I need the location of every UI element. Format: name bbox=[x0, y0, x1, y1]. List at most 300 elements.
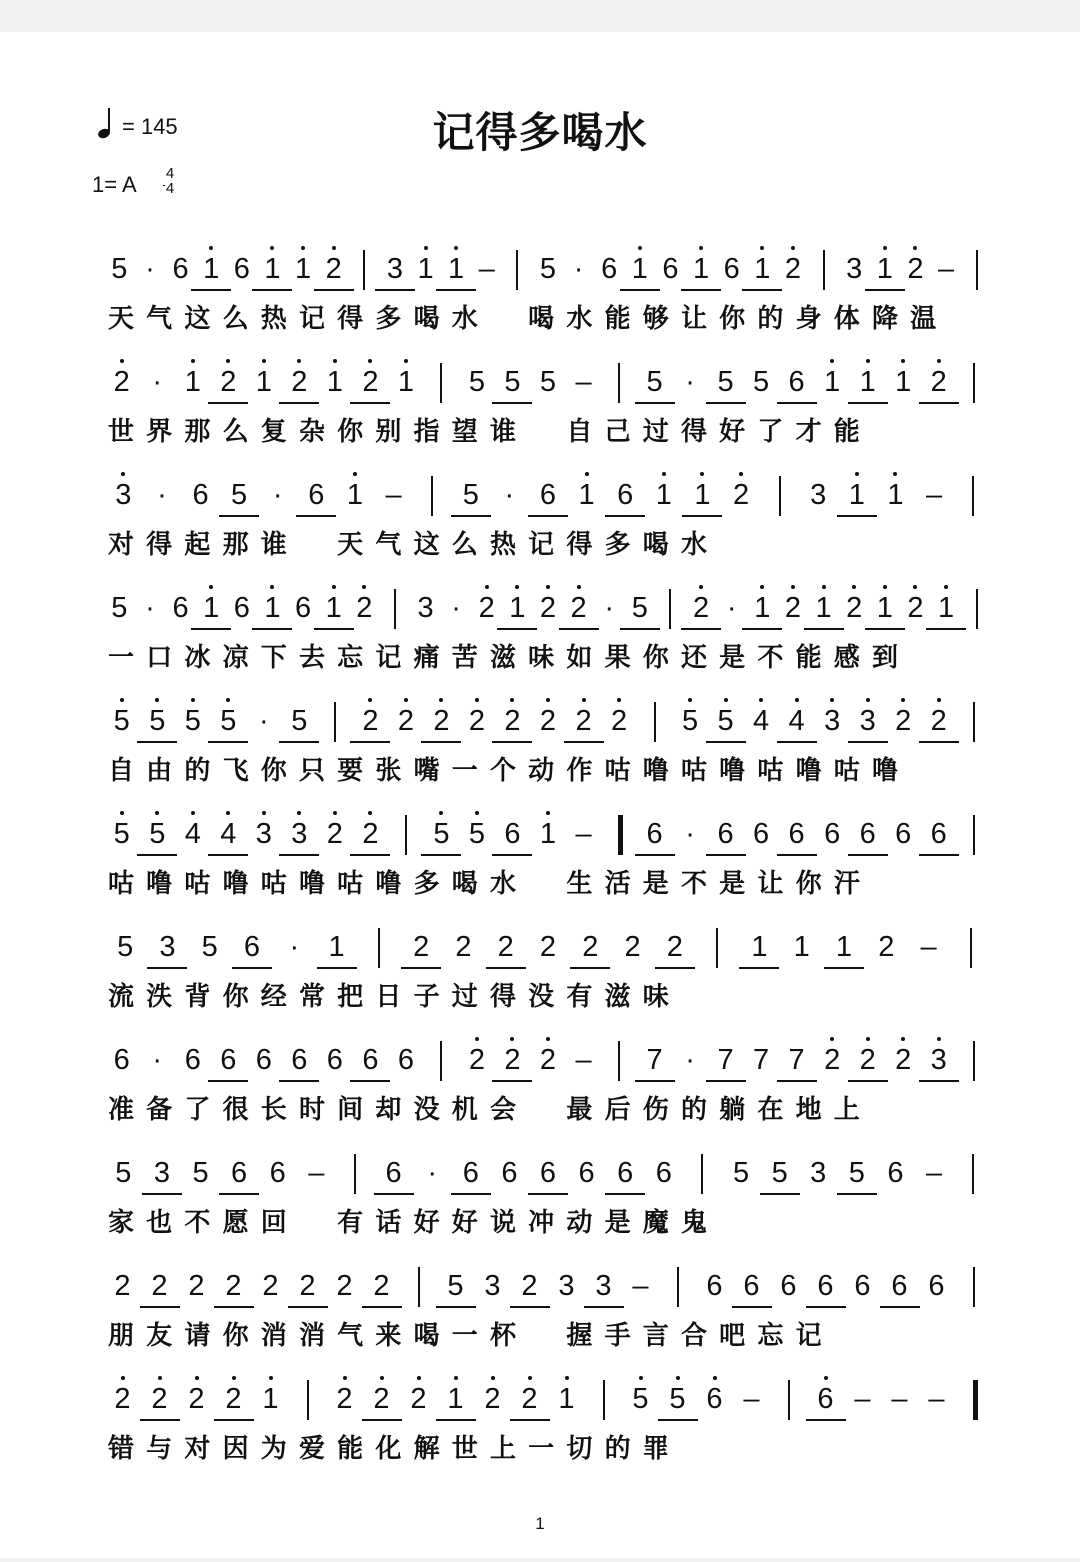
time-signature bbox=[163, 166, 177, 196]
time-signature-top: 4 bbox=[165, 165, 175, 182]
tempo-label: = 145 bbox=[122, 114, 178, 139]
lyric-char: 有 bbox=[337, 1208, 364, 1238]
note: 2 bbox=[841, 593, 867, 623]
octave-dot bbox=[901, 1037, 905, 1041]
lyric-char: 你 bbox=[642, 643, 669, 673]
beam-underline bbox=[140, 1419, 180, 1421]
note: 3 bbox=[159, 931, 176, 963]
lyric-char: 噜 bbox=[871, 756, 898, 786]
lyric-char: 没 bbox=[528, 982, 555, 1012]
note: 1 bbox=[933, 593, 959, 623]
note: 2 bbox=[114, 1270, 131, 1302]
lyric-line bbox=[104, 528, 1004, 568]
octave-dot bbox=[380, 1376, 384, 1380]
lyric-char: 起 bbox=[184, 530, 211, 560]
beam-underline bbox=[559, 628, 599, 630]
octave-dot bbox=[195, 1376, 199, 1380]
lyric-char: 杯 bbox=[489, 1321, 516, 1351]
lyric-char: 喝 bbox=[642, 530, 669, 560]
octave-dot bbox=[510, 698, 514, 702]
lyric-char: 界 bbox=[146, 417, 173, 447]
octave-dot bbox=[353, 472, 357, 476]
lyric-char: 好 bbox=[413, 1208, 440, 1238]
lyric-char: 切 bbox=[566, 1434, 593, 1464]
lyric-char: 会 bbox=[489, 1095, 516, 1125]
beam-underline bbox=[706, 1080, 746, 1082]
sustain-dash: – bbox=[928, 1383, 945, 1415]
note: 2 bbox=[497, 931, 514, 963]
note: 6 bbox=[780, 1270, 797, 1302]
octave-dot bbox=[713, 1376, 717, 1380]
note: 2 bbox=[428, 706, 454, 736]
note: 3 bbox=[286, 819, 312, 849]
lyric-char: 友 bbox=[146, 1321, 173, 1351]
lyric-char: 温 bbox=[910, 304, 937, 334]
note: 5 bbox=[628, 1384, 654, 1414]
lyric-char: 多 bbox=[375, 304, 402, 334]
octave-dot bbox=[883, 246, 887, 250]
note: 1 bbox=[749, 254, 775, 284]
note: 2 bbox=[406, 1384, 432, 1414]
note: 3 bbox=[819, 706, 845, 736]
beam-underline bbox=[279, 1080, 319, 1082]
lyric-char: 回 bbox=[260, 1208, 287, 1238]
note: 6 bbox=[854, 1270, 871, 1302]
note: 5 bbox=[144, 819, 170, 849]
bar-line bbox=[378, 928, 380, 968]
lyric-char: 得 bbox=[566, 530, 593, 560]
bar-line bbox=[973, 1041, 975, 1081]
lyric-char: 上 bbox=[489, 1434, 516, 1464]
dotted-mark: · bbox=[272, 479, 283, 511]
beam-underline bbox=[350, 854, 390, 856]
note: 4 bbox=[180, 819, 206, 849]
dotted-mark: · bbox=[145, 253, 155, 285]
lyric-char: 谁 bbox=[260, 530, 287, 560]
dotted-mark: · bbox=[685, 818, 695, 850]
note: 1 bbox=[198, 254, 224, 284]
note: 2 bbox=[357, 706, 383, 736]
lyric-char: 躺 bbox=[719, 1095, 746, 1125]
lyric-char: 这 bbox=[184, 304, 211, 334]
beam-underline bbox=[142, 1193, 182, 1195]
note: 6 bbox=[891, 1270, 908, 1302]
note: 1 bbox=[258, 1384, 284, 1414]
octave-dot bbox=[699, 246, 703, 250]
page-number: 1 bbox=[535, 1514, 545, 1533]
note: 1 bbox=[872, 254, 898, 284]
beam-underline bbox=[314, 628, 354, 630]
bar-line bbox=[440, 363, 442, 403]
lyric-char: 也 bbox=[146, 1208, 173, 1238]
note: 2 bbox=[221, 1384, 247, 1414]
octave-dot bbox=[795, 698, 799, 702]
octave-dot bbox=[368, 811, 372, 815]
note-line bbox=[0, 232, 1080, 302]
bar-line bbox=[394, 589, 396, 629]
lyric-char: 咕 bbox=[833, 756, 860, 786]
lyric-char: 子 bbox=[413, 982, 440, 1012]
beam-underline bbox=[655, 967, 695, 969]
note: 1 bbox=[688, 254, 714, 284]
beam-underline bbox=[208, 854, 248, 856]
note: 6 bbox=[504, 818, 521, 850]
lyric-char: 还 bbox=[680, 643, 707, 673]
lyric-char: 魔 bbox=[642, 1208, 669, 1238]
beam-underline bbox=[806, 1306, 846, 1308]
beam-underline bbox=[252, 628, 292, 630]
note: 2 bbox=[109, 367, 135, 397]
note: 2 bbox=[413, 931, 430, 963]
lyric-char: 那 bbox=[222, 530, 249, 560]
lyric-char: 话 bbox=[375, 1208, 402, 1238]
lyric-char: 爱 bbox=[298, 1434, 325, 1464]
note: 4 bbox=[748, 706, 774, 736]
octave-dot bbox=[232, 1376, 236, 1380]
bar-line bbox=[823, 250, 825, 290]
note: 6 bbox=[172, 253, 189, 285]
lyric-char: 能 bbox=[833, 417, 860, 447]
octave-dot bbox=[937, 1037, 941, 1041]
beam-underline bbox=[620, 289, 660, 291]
lyric-char: 喝 bbox=[413, 304, 440, 334]
sustain-dash: – bbox=[575, 366, 592, 398]
beam-underline bbox=[214, 1419, 254, 1421]
bar-line bbox=[516, 250, 518, 290]
note: 1 bbox=[328, 931, 345, 963]
lyric-char: 生 bbox=[566, 869, 593, 899]
lyric-char: 喝 bbox=[451, 869, 478, 899]
bar-line bbox=[307, 1380, 309, 1420]
note: 1 bbox=[321, 593, 347, 623]
lyric-char: 味 bbox=[642, 982, 669, 1012]
lyric-char: 得 bbox=[489, 982, 516, 1012]
lyric-char: 气 bbox=[337, 1321, 364, 1351]
note: 5 bbox=[468, 366, 486, 398]
octave-dot bbox=[491, 1376, 495, 1380]
bar-line bbox=[654, 702, 656, 742]
beam-underline bbox=[635, 402, 675, 404]
dotted-mark: · bbox=[604, 592, 615, 624]
note: 6 bbox=[817, 1270, 834, 1302]
note: 6 bbox=[578, 1157, 595, 1189]
beam-underline bbox=[208, 741, 248, 743]
octave-dot bbox=[120, 359, 124, 363]
lyric-char: 世 bbox=[107, 417, 134, 447]
beam-underline bbox=[497, 628, 537, 630]
note: 3 bbox=[558, 1270, 575, 1302]
lyric-char: 谁 bbox=[489, 417, 516, 447]
octave-dot bbox=[417, 1376, 421, 1380]
beam-underline bbox=[919, 741, 959, 743]
lyric-char: 了 bbox=[757, 417, 784, 447]
note: 1 bbox=[259, 254, 285, 284]
octave-dot bbox=[454, 1376, 458, 1380]
lyric-char: 嘴 bbox=[413, 756, 440, 786]
octave-dot bbox=[191, 811, 195, 815]
beam-underline bbox=[777, 402, 817, 404]
lyric-char: 是 bbox=[719, 869, 746, 899]
beam-underline bbox=[492, 854, 532, 856]
note: 6 bbox=[184, 1044, 201, 1076]
octave-dot bbox=[120, 698, 124, 702]
lyric-line bbox=[104, 1319, 1004, 1359]
lyric-char: 对 bbox=[107, 530, 134, 560]
lyric-char: 能 bbox=[604, 304, 631, 334]
beam-underline bbox=[451, 1193, 491, 1195]
lyric-char: 杂 bbox=[298, 417, 325, 447]
note: 2 bbox=[480, 1384, 506, 1414]
beam-underline bbox=[848, 402, 888, 404]
bar-line bbox=[970, 928, 972, 968]
lyric-char: 咕 bbox=[260, 869, 287, 899]
beam-underline bbox=[279, 402, 319, 404]
beam-underline bbox=[147, 967, 187, 969]
lyric-char: 么 bbox=[451, 530, 478, 560]
bar-line bbox=[779, 476, 781, 516]
lyric-line bbox=[104, 867, 1004, 907]
beam-underline bbox=[865, 628, 905, 630]
bar-line bbox=[976, 250, 978, 290]
note: 6 bbox=[601, 253, 618, 285]
lyric-char: 得 bbox=[680, 417, 707, 447]
lyric-char: 够 bbox=[642, 304, 669, 334]
lyric-char: 解 bbox=[413, 1434, 440, 1464]
lyric-char: 一 bbox=[451, 756, 478, 786]
note: 6 bbox=[326, 1044, 343, 1076]
lyric-char: 气 bbox=[375, 530, 402, 560]
lyric-char: 经 bbox=[260, 982, 287, 1012]
note: 2 bbox=[535, 1045, 561, 1075]
octave-dot bbox=[546, 585, 550, 589]
beam-underline bbox=[584, 1306, 624, 1308]
sustain-dash: – bbox=[575, 818, 592, 850]
lyric-char: 气 bbox=[146, 304, 173, 334]
note: 2 bbox=[110, 1384, 136, 1414]
note: 5 bbox=[447, 1270, 464, 1302]
note: 6 bbox=[243, 931, 261, 963]
note: 1 bbox=[751, 931, 768, 963]
beam-underline bbox=[848, 1080, 888, 1082]
note: 5 bbox=[109, 706, 135, 736]
beam-underline bbox=[140, 1306, 180, 1308]
beam-underline bbox=[706, 402, 746, 404]
lyric-char: 天 bbox=[107, 304, 134, 334]
octave-dot bbox=[209, 585, 213, 589]
beam-underline bbox=[528, 1193, 568, 1195]
lyric-char: 如 bbox=[566, 643, 593, 673]
beam-underline bbox=[350, 402, 390, 404]
octave-dot bbox=[944, 585, 948, 589]
lyric-char: 记 bbox=[795, 1321, 822, 1351]
note: 2 bbox=[225, 1270, 242, 1302]
beam-underline bbox=[208, 1080, 248, 1082]
note: 1 bbox=[651, 480, 677, 510]
note: 1 bbox=[749, 593, 775, 623]
bar-line bbox=[354, 1154, 356, 1194]
lyric-line bbox=[104, 980, 1004, 1020]
note: 6 bbox=[172, 592, 189, 624]
octave-dot bbox=[852, 585, 856, 589]
dotted-mark: · bbox=[427, 1157, 437, 1189]
dotted-mark: · bbox=[152, 366, 163, 398]
note-line bbox=[0, 797, 1080, 867]
note: 1 bbox=[811, 593, 837, 623]
lyric-char: 机 bbox=[451, 1095, 478, 1125]
note: 6 bbox=[617, 479, 634, 511]
note: 1 bbox=[393, 367, 419, 397]
dotted-mark: · bbox=[504, 479, 515, 511]
dotted-mark: · bbox=[451, 592, 461, 624]
note: 3 bbox=[153, 1157, 170, 1189]
sustain-dash: – bbox=[308, 1157, 325, 1189]
octave-dot bbox=[262, 811, 266, 815]
beam-underline bbox=[732, 1306, 772, 1308]
octave-dot bbox=[332, 585, 336, 589]
beam-underline bbox=[635, 854, 675, 856]
octave-dot bbox=[883, 585, 887, 589]
lyric-char: 错 bbox=[107, 1434, 134, 1464]
note-line bbox=[0, 1136, 1080, 1206]
octave-dot bbox=[262, 359, 266, 363]
beam-underline bbox=[362, 1419, 402, 1421]
note: 5 bbox=[111, 253, 128, 285]
octave-dot bbox=[617, 698, 621, 702]
note: 1 bbox=[574, 480, 600, 510]
lyric-char: 一 bbox=[451, 1321, 478, 1351]
bar-line bbox=[431, 476, 433, 516]
octave-dot bbox=[301, 246, 305, 250]
beam-underline bbox=[919, 402, 959, 404]
lyric-char: 咕 bbox=[680, 756, 707, 786]
octave-dot bbox=[676, 1376, 680, 1380]
note: 2 bbox=[539, 931, 557, 963]
note: 2 bbox=[855, 1045, 881, 1075]
note: 6 bbox=[662, 253, 679, 285]
octave-dot bbox=[585, 472, 589, 476]
octave-dot bbox=[760, 585, 764, 589]
note: 2 bbox=[780, 254, 806, 284]
note: 5 bbox=[677, 706, 703, 736]
lyric-char: 自 bbox=[107, 756, 134, 786]
lyric-char: 忘 bbox=[757, 1321, 784, 1351]
note: 2 bbox=[890, 706, 916, 736]
note: 3 bbox=[386, 253, 403, 285]
octave-dot bbox=[191, 359, 195, 363]
lyric-char: 的 bbox=[757, 304, 784, 334]
octave-dot bbox=[120, 811, 124, 815]
lyric-char: 忘 bbox=[337, 643, 364, 673]
lyric-char: 咕 bbox=[757, 756, 784, 786]
beam-underline bbox=[317, 967, 357, 969]
lyric-char: 世 bbox=[451, 1434, 478, 1464]
beam-underline bbox=[375, 289, 415, 291]
lyric-char: 才 bbox=[795, 417, 822, 447]
lyric-char: 不 bbox=[757, 643, 784, 673]
note: 2 bbox=[262, 1270, 279, 1302]
beam-underline bbox=[214, 1306, 254, 1308]
lyric-char: 记 bbox=[375, 643, 402, 673]
sheet-page bbox=[0, 32, 1080, 1558]
lyric-char: 手 bbox=[604, 1321, 631, 1351]
note: 6 bbox=[397, 1044, 414, 1076]
lyric-char: 去 bbox=[298, 643, 325, 673]
lyric-line bbox=[104, 1206, 1004, 1246]
note: 7 bbox=[646, 1044, 663, 1076]
octave-dot bbox=[791, 585, 795, 589]
dotted-mark: · bbox=[152, 1044, 163, 1076]
note: 2 bbox=[728, 480, 754, 510]
lyric-char: 要 bbox=[337, 756, 364, 786]
lyric-char: 是 bbox=[604, 1208, 631, 1238]
lyric-char: 噜 bbox=[375, 869, 402, 899]
octave-dot bbox=[822, 585, 826, 589]
lyric-char: 体 bbox=[833, 304, 860, 334]
octave-dot bbox=[475, 1037, 479, 1041]
note: 6 bbox=[220, 1044, 237, 1076]
lyric-char: 只 bbox=[298, 756, 325, 786]
note: 3 bbox=[251, 819, 277, 849]
note: 6 bbox=[928, 1270, 945, 1302]
lyric-char: 吧 bbox=[719, 1321, 746, 1351]
beam-underline bbox=[528, 515, 568, 517]
octave-dot bbox=[297, 359, 301, 363]
lyric-char: 好 bbox=[719, 417, 746, 447]
lyric-char: 能 bbox=[337, 1434, 364, 1464]
octave-dot bbox=[515, 585, 519, 589]
lyric-char: 地 bbox=[795, 1095, 822, 1125]
note: 6 bbox=[723, 253, 740, 285]
octave-dot bbox=[121, 472, 125, 476]
beam-underline bbox=[760, 1193, 800, 1195]
lyric-line bbox=[104, 1432, 1004, 1472]
note: 2 bbox=[357, 367, 383, 397]
dotted-mark: · bbox=[726, 592, 737, 624]
beam-underline bbox=[451, 515, 491, 517]
octave-dot bbox=[404, 698, 408, 702]
octave-dot bbox=[901, 359, 905, 363]
note: 5 bbox=[713, 706, 739, 736]
octave-dot bbox=[866, 359, 870, 363]
lyric-char: 你 bbox=[795, 869, 822, 899]
note: 2 bbox=[351, 593, 377, 623]
lyric-char: 飞 bbox=[222, 756, 249, 786]
beam-underline bbox=[279, 854, 319, 856]
octave-dot bbox=[439, 698, 443, 702]
note: 1 bbox=[290, 254, 316, 284]
beam-underline bbox=[742, 289, 782, 291]
note: 6 bbox=[859, 818, 876, 850]
octave-dot bbox=[226, 359, 230, 363]
lyric-char: 请 bbox=[184, 1321, 211, 1351]
lyric-char: 天 bbox=[337, 530, 364, 560]
note: 1 bbox=[504, 593, 530, 623]
sustain-dash: – bbox=[891, 1383, 908, 1415]
beam-underline bbox=[421, 741, 461, 743]
note: 2 bbox=[606, 706, 632, 736]
note: 6 bbox=[113, 1044, 130, 1076]
lyric-char: 咕 bbox=[107, 869, 134, 899]
lyric-char: 日 bbox=[375, 982, 402, 1012]
octave-dot bbox=[343, 1376, 347, 1380]
sustain-dash: – bbox=[478, 253, 495, 285]
note: 6 bbox=[233, 592, 250, 624]
note: 2 bbox=[299, 1270, 316, 1302]
note: 6 bbox=[788, 818, 805, 850]
note: 5 bbox=[201, 931, 218, 963]
lyric-char: 动 bbox=[566, 1208, 593, 1238]
beam-underline bbox=[219, 515, 259, 517]
